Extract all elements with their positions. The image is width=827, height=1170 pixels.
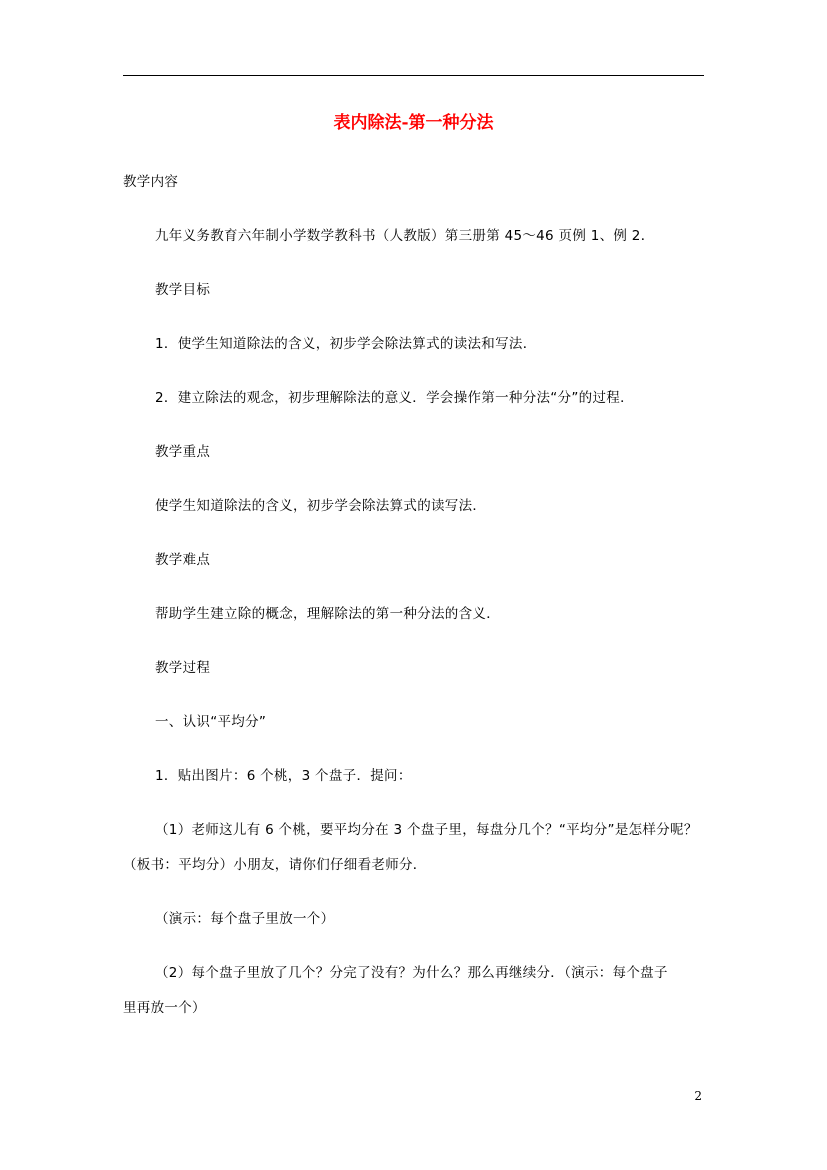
paragraph-question-1-line-1: （1）老师这儿有 6 个桃，要平均分在 3 个盘子里，每盘分几个？“平均分”是怎样分呢？	[155, 822, 698, 838]
goal-item-2: 2．建立除法的观念，初步理解除法的意义．学会操作第一种分法“分”的过程．	[155, 390, 634, 406]
section-heading-key-points: 教学重点	[155, 444, 211, 460]
paragraph-question-2-line-1: （2）每个盘子里放了几个？分完了没有？为什么？那么再继续分．（演示：每个盘子	[155, 965, 668, 981]
section-heading-difficulties: 教学难点	[155, 552, 211, 568]
paragraph-key-points: 使学生知道除法的含义，初步学会除法算式的读写法．	[155, 498, 487, 514]
page-number: 2	[694, 1089, 702, 1103]
section-heading-content: 教学内容	[123, 174, 179, 190]
paragraph-question-1-line-2: （板书：平均分）小朋友，请你们仔细看老师分．	[123, 857, 427, 873]
goal-item-1: 1．使学生知道除法的含义，初步学会除法算式的读法和写法．	[155, 336, 537, 352]
document-title: 表内除法-第一种分法	[333, 113, 494, 133]
paragraph-question-2-line-2: 里再放一个）	[123, 1000, 206, 1016]
paragraph-difficulties: 帮助学生建立除的概念，理解除法的第一种分法的含义．	[155, 606, 500, 622]
header-rule	[123, 75, 704, 76]
paragraph-step-1: 1．贴出图片：6 个桃，3 个盘子．提问：	[155, 768, 412, 784]
paragraph-textbook: 九年义务教育六年制小学数学教科书（人教版）第三册第 45～46 页例 1、例 2．	[155, 228, 655, 244]
section-heading-process: 教学过程	[155, 660, 211, 676]
subsection-heading-1: 一、认识“平均分”	[155, 714, 267, 730]
paragraph-demo-1: （演示：每个盘子里放一个）	[155, 911, 335, 927]
section-heading-goals: 教学目标	[155, 282, 211, 298]
